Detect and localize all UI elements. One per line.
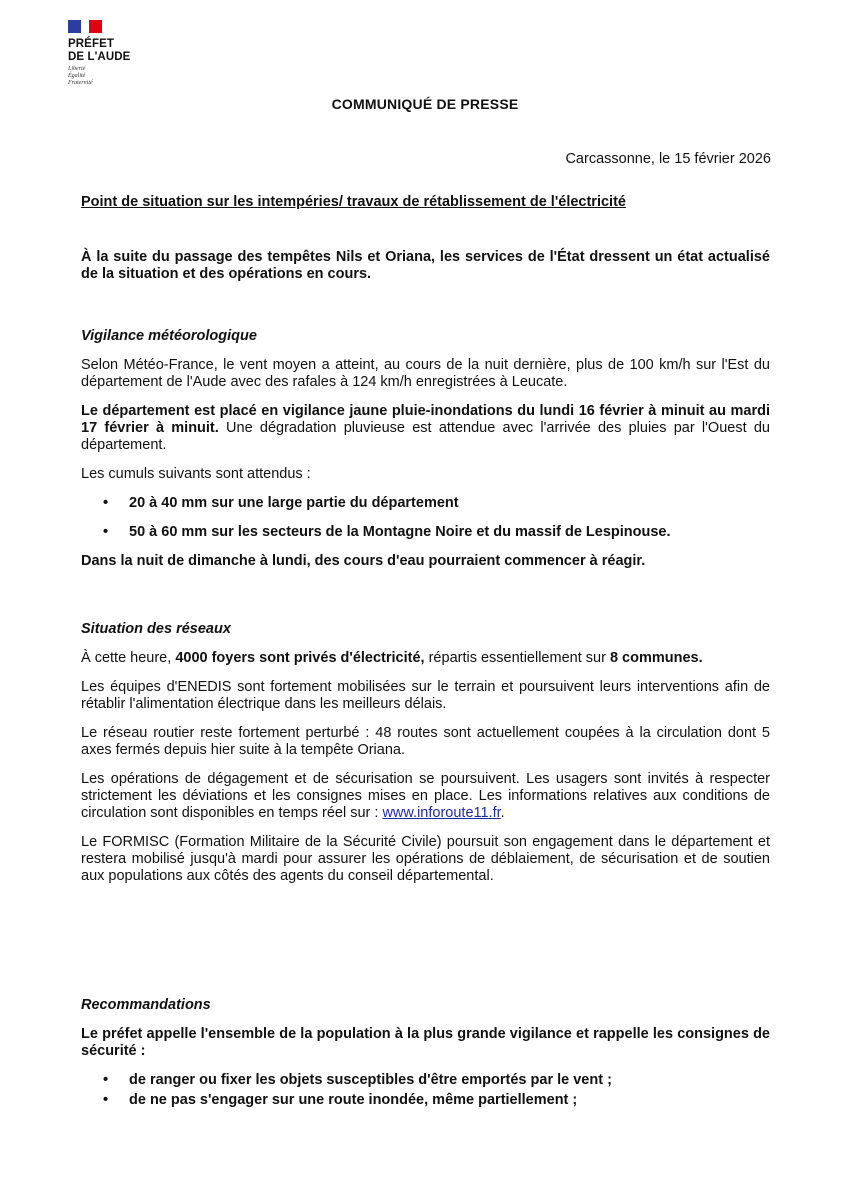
reseaux-p4-text: Les opérations de dégagement et de sécurisation se poursuivent. Les usagers sont invités à respecter strictement les déviations et les consignes mises en place. Les informations relatives aux conditions de circulation sont disponibles en temps réel sur : xyxy=(81,771,770,821)
prefecture-logo xyxy=(68,20,130,87)
french-flag-icon xyxy=(68,20,102,33)
reseaux-section xyxy=(81,621,770,885)
list-item: • 20 à 40 mm sur une large partie du département xyxy=(81,495,770,512)
reseaux-p4-end: . xyxy=(500,805,505,821)
release-date: Carcassonne, le 15 février 2026 xyxy=(565,151,771,167)
recommandations-paragraph: Le préfet appelle l'ensemble de la population à la plus grande vigilance et rappelle les consignes de sécurité : xyxy=(81,1026,770,1059)
outage-count-text: 4000 foyers sont privés d'électricité, xyxy=(175,650,425,666)
document-title: Point de situation sur les intempéries/ travaux de rétablissement de l'électricité xyxy=(81,194,626,210)
rainfall-list xyxy=(81,495,770,541)
vigilance-paragraph-2 xyxy=(81,403,770,454)
reseaux-paragraph-3: Le réseau routier reste fortement perturbé : 48 routes sont actuellement coupées à la circulation dont 5 axes fermés depuis hier suite à la tempête Oriana. xyxy=(81,725,770,758)
list-item: • de ne pas s'engager sur une route inondée, même partiellement ; xyxy=(81,1092,770,1109)
list-item: • 50 à 60 mm sur les secteurs de la Montagne Noire et du massif de Lespinouse. xyxy=(81,524,770,541)
logo-title-line1: PRÉFET xyxy=(68,38,114,50)
republic-motto xyxy=(68,66,130,87)
reseaux-p1-c: répartis essentiellement sur xyxy=(424,650,610,666)
inforoute-link[interactable]: www.inforoute11.fr xyxy=(382,805,501,821)
motto-egalite: Égalité xyxy=(68,73,86,79)
reseaux-heading: Situation des réseaux xyxy=(81,621,231,637)
recommandations-heading: Recommandations xyxy=(81,997,211,1013)
vigilance-paragraph-1: Selon Météo-France, le vent moyen a atteint, au cours de la nuit dernière, plus de 100 km/h sur l'Est du département de l'Aude avec des rafales à 124 km/h enregistrées à Leucate. xyxy=(81,357,770,390)
vigilance-heading: Vigilance météorologique xyxy=(81,328,257,344)
vigilance-paragraph-3: Les cumuls suivants sont attendus : xyxy=(81,466,311,482)
reseaux-p1-a: À cette heure, xyxy=(81,650,176,666)
safety-list xyxy=(81,1072,770,1109)
reseaux-paragraph-1 xyxy=(81,650,770,667)
vigilance-paragraph-2-rest: Une dégradation pluvieuse est attendue avec l'arrivée des pluies par l'Ouest du département. xyxy=(81,420,770,453)
vigilance-section xyxy=(81,328,770,570)
communes-count-text: 8 communes. xyxy=(609,650,703,666)
motto-fraternite: Fraternité xyxy=(68,80,93,86)
intro-paragraph: À la suite du passage des tempêtes Nils et Oriana, les services de l'État dressent un état actualisé de la situation et des opérations en cours. xyxy=(81,249,770,282)
reseaux-paragraph-5: Le FORMISC (Formation Militaire de la Sécurité Civile) poursuit son engagement dans le département et restera mobilisé jusqu'à mardi pour assurer les opérations de déblaiement, de sécurisation et de soutien aux populations aux côtés des agents du conseil départemental. xyxy=(81,834,770,884)
intro-section xyxy=(81,249,770,283)
vigilance-paragraph-4: Dans la nuit de dimanche à lundi, des cours d'eau pourraient commencer à réagir. xyxy=(81,553,646,569)
logo-title-line2: DE L'AUDE xyxy=(68,50,131,63)
reseaux-paragraph-2: Les équipes d'ENEDIS sont fortement mobilisées sur le terrain et poursuivent leurs interventions afin de rétablir l'alimentation électrique dans les meilleurs délais. xyxy=(81,679,770,712)
motto-liberte: Liberté xyxy=(68,66,86,72)
vigilance-alert-text: Le département est placé en vigilance jaune pluie-inondations du lundi 16 février à minuit au mardi 17 février à minuit. xyxy=(81,403,770,436)
press-release-heading: COMMUNIQUÉ DE PRESSE xyxy=(331,96,519,112)
list-item: • de ranger ou fixer les objets susceptibles d'être emportés par le vent ; xyxy=(81,1072,770,1089)
recommandations-section xyxy=(81,997,770,1109)
reseaux-paragraph-4 xyxy=(81,771,770,822)
